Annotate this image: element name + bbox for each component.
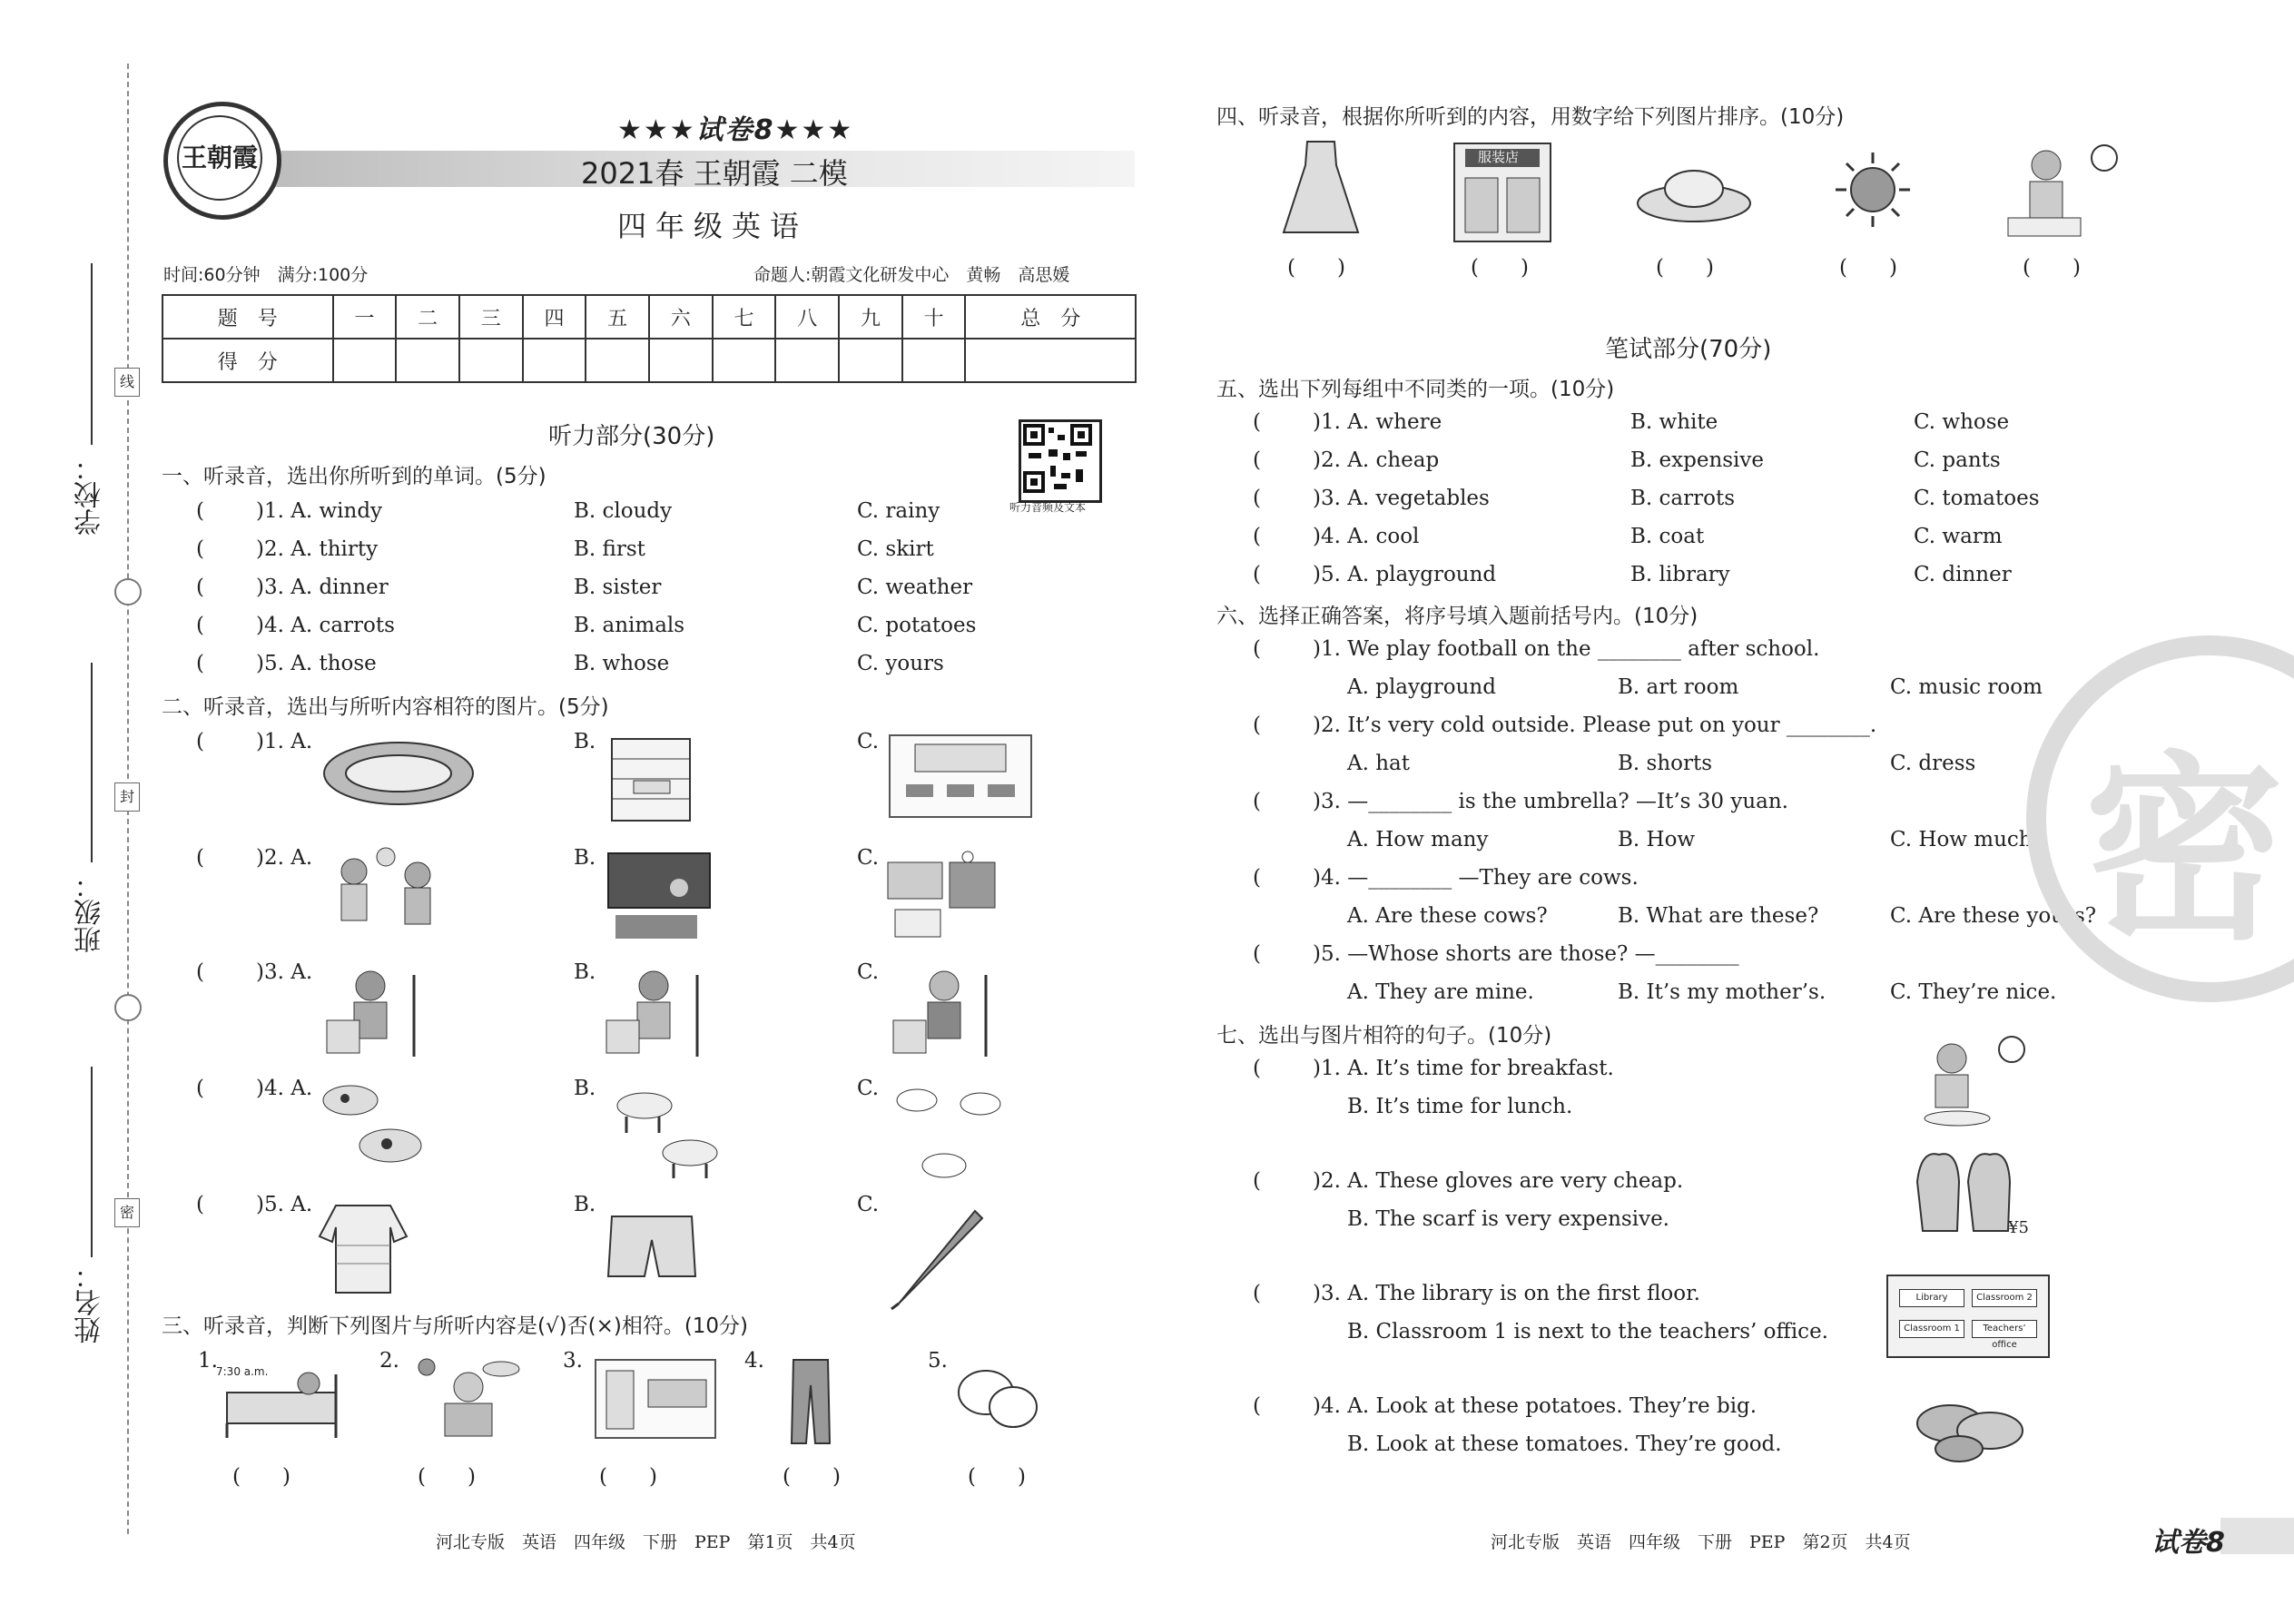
question-3-b: B. Classroom 1 is next to the teachers’ office. <box>1347 1320 1828 1343</box>
option-a: A. They are mine. <box>1347 980 1534 1004</box>
answer-paren[interactable]: ( <box>1253 1282 1261 1305</box>
subject-title: 四年级英语 <box>617 209 809 243</box>
score-value-row <box>162 339 1136 382</box>
binding-mark: 密 <box>114 1198 140 1227</box>
binding-mark: 封 <box>114 782 140 812</box>
answer-paren[interactable]: ( <box>196 652 204 675</box>
boy-with-coat-picture <box>890 966 999 1060</box>
class-label: 班级： <box>74 871 106 953</box>
cell: 题 号 <box>162 295 333 339</box>
option-a: A. playground <box>1347 675 1496 699</box>
option-b-label: B. <box>574 846 596 870</box>
option-c: C. dress <box>1890 752 1976 775</box>
question-2-b: B. The scarf is very expensive. <box>1347 1207 1669 1231</box>
option-c: C. warm <box>1914 525 2003 548</box>
question-3: )3. A. <box>256 960 313 984</box>
shop-sign: 服装店 <box>1478 149 1520 165</box>
pic-number: 1. <box>198 1349 218 1373</box>
horses-picture <box>608 1078 726 1180</box>
option-c: C. Are these yours? <box>1890 904 2097 928</box>
side-band <box>2220 1518 2294 1554</box>
option-b-label: B. <box>574 960 596 984</box>
question-2: )2. A. cheap <box>1313 448 1440 472</box>
answer-paren[interactable]: ( ) <box>968 1465 1026 1489</box>
question-3: )3. A. vegetables <box>1313 487 1490 510</box>
answer-paren[interactable]: ( <box>1253 1057 1261 1080</box>
option-b-label: B. <box>574 1077 596 1100</box>
teacher-office-picture <box>886 850 1000 944</box>
answer-paren[interactable]: ( <box>1253 942 1261 966</box>
option-b: B. carrots <box>1630 487 1735 510</box>
score-input[interactable] <box>396 339 459 382</box>
answer-paren[interactable]: ( ) <box>1471 256 1529 280</box>
option-b-label: B. <box>574 730 596 753</box>
question-4-b: B. Look at these tomatoes. They’re good. <box>1347 1432 1782 1456</box>
school-label: 学校： <box>74 454 106 536</box>
footer-badge: 试卷8 <box>2151 1527 2225 1559</box>
answer-paren[interactable]: ( <box>1253 487 1261 510</box>
name-label: 姓名： <box>74 1262 106 1343</box>
boy-with-hat-picture <box>603 966 712 1060</box>
sun-picture <box>1832 149 1914 231</box>
score-input[interactable] <box>839 339 902 382</box>
answer-paren[interactable]: ( <box>1253 410 1261 434</box>
question-5: )5. —Whose shorts are those? —________ <box>1313 942 1739 966</box>
question-2: )2. A. thirty <box>256 537 379 561</box>
cows-picture <box>318 1080 427 1171</box>
authors: 命题人:朝霞文化研发中心 黄畅 高思媛 <box>753 265 1070 285</box>
option-c: C. weather <box>857 576 973 599</box>
girl-eating-picture <box>1915 1029 2030 1131</box>
cell: 一 <box>333 295 397 339</box>
question-4: )4. A. <box>256 1077 313 1100</box>
binding-hole <box>114 994 142 1021</box>
gloves-picture <box>1912 1146 2021 1236</box>
option-a: A. Are these cows? <box>1347 904 1548 928</box>
question-3: )3. —________ is the umbrella? —It’s 30 yuan. <box>1313 790 1788 813</box>
section-5-title: 五、选出下列每组中不同类的一项。(10分) <box>1216 378 1615 401</box>
answer-paren[interactable]: ( <box>196 537 204 561</box>
seal-text: 密 <box>2084 734 2285 967</box>
written-title: 笔试部分(70分) <box>1605 336 1772 363</box>
binding-mark: 线 <box>114 368 140 397</box>
cell: 总 分 <box>965 295 1136 339</box>
answer-paren[interactable]: ( <box>1253 714 1261 737</box>
cell: 三 <box>459 295 523 339</box>
logo <box>163 102 281 220</box>
option-c: C. music room <box>1890 675 2043 699</box>
answer-paren[interactable]: ( <box>196 1193 204 1216</box>
qr-code[interactable] <box>1019 419 1102 503</box>
score-input[interactable] <box>902 339 966 382</box>
section-3-title: 三、听录音，判断下列图片与所听内容是(√)否(×)相符。(10分) <box>162 1314 749 1338</box>
option-b: B. coat <box>1630 525 1705 548</box>
boy-with-scarf-picture <box>323 966 432 1060</box>
answer-paren[interactable]: ( <box>1253 1169 1261 1193</box>
option-c-label: C. <box>857 1193 880 1216</box>
cell: 十 <box>902 295 966 339</box>
score-input[interactable] <box>333 339 397 382</box>
shorts-picture <box>606 1213 697 1282</box>
option-b: B. art room <box>1618 675 1739 699</box>
listening-title: 听力部分(30分) <box>548 423 715 450</box>
question-5: )5. A. playground <box>1313 563 1497 586</box>
qr-caption: 听力音频及文本 <box>1009 501 1087 514</box>
answer-paren[interactable]: ( <box>196 846 204 870</box>
option-b: B. How <box>1618 828 1696 851</box>
option-b-label: B. <box>574 1193 596 1216</box>
room-classroom-1: Classroom 1 <box>1899 1320 1964 1338</box>
question-4: )4. —________ —They are cows. <box>1313 866 1639 890</box>
option-c: C. tomatoes <box>1914 487 2040 510</box>
question-1: )1. We play football on the ________ after school. <box>1313 637 1820 661</box>
score-header-row <box>162 295 1136 339</box>
sheep-picture <box>953 1362 1040 1438</box>
question-1: )1. A. where <box>1313 410 1442 434</box>
option-c: C. potatoes <box>857 614 977 637</box>
cell: 五 <box>586 295 649 339</box>
score-input[interactable] <box>649 339 713 382</box>
girl-breakfast-picture <box>2003 140 2121 241</box>
answer-paren[interactable]: ( <box>196 730 204 753</box>
score-input[interactable] <box>523 339 586 382</box>
test-number: ★★★试卷8★★★ <box>617 114 854 146</box>
answer-paren[interactable]: ( ) <box>1656 256 1714 280</box>
answer-paren[interactable]: ( ) <box>1287 256 1345 280</box>
cell: 七 <box>713 295 776 339</box>
answer-paren[interactable]: ( <box>1253 448 1261 472</box>
option-c-label: C. <box>857 960 880 984</box>
answer-paren[interactable]: ( <box>196 1077 204 1100</box>
cell: 四 <box>523 295 586 339</box>
option-b: B. sister <box>574 576 662 599</box>
option-c: C. pants <box>1914 448 2001 472</box>
question-2: )2. A. <box>256 846 313 870</box>
answer-paren[interactable]: ( <box>1253 637 1261 661</box>
question-5: )5. A. those <box>256 652 377 675</box>
classroom-picture <box>888 733 1033 821</box>
score-input[interactable] <box>459 339 523 382</box>
answer-paren[interactable]: ( <box>1253 790 1261 813</box>
cell: 九 <box>839 295 902 339</box>
option-c: C. rainy <box>857 499 940 523</box>
option-c: C. yours <box>857 652 944 675</box>
sweater-picture <box>318 1200 409 1298</box>
option-c: C. They’re nice. <box>1890 980 2057 1004</box>
answer-paren[interactable]: ( ) <box>2023 256 2081 280</box>
answer-paren[interactable]: ( ) <box>783 1465 841 1489</box>
option-c: C. whose <box>1914 410 2010 434</box>
option-b: B. cloudy <box>574 499 673 523</box>
answer-paren[interactable]: ( <box>196 614 204 637</box>
option-c: C. skirt <box>857 537 934 561</box>
answer-paren[interactable]: ( <box>196 576 204 599</box>
pic-number: 5. <box>928 1349 948 1373</box>
score-input[interactable] <box>775 339 839 382</box>
cell: 六 <box>649 295 713 339</box>
answer-paren[interactable]: ( ) <box>599 1465 657 1489</box>
option-b: B. expensive <box>1630 448 1765 472</box>
cell: 八 <box>775 295 839 339</box>
teacher-blackboard-picture <box>606 851 712 942</box>
time-score: 时间:60分钟 满分:100分 <box>163 265 369 285</box>
score-table <box>162 294 1137 383</box>
question-3-a: )3. A. The library is on the first floor. <box>1313 1282 1700 1305</box>
question-5: )5. A. <box>256 1193 313 1216</box>
answer-paren[interactable]: ( <box>196 499 204 523</box>
room-classroom-2: Classroom 2 <box>1972 1289 2037 1307</box>
answer-paren[interactable]: ( ) <box>418 1465 476 1489</box>
playground-picture <box>321 739 476 808</box>
score-input[interactable] <box>965 339 1136 382</box>
potatoes-picture <box>1914 1402 2028 1465</box>
section-6-title: 六、选择正确答案，将序号填入题前括号内。(10分) <box>1216 605 1698 628</box>
boys-picture <box>318 844 454 944</box>
hat-picture <box>1634 162 1754 225</box>
answer-paren[interactable]: ( <box>1253 1394 1261 1418</box>
score-input[interactable] <box>586 339 649 382</box>
cell: 得 分 <box>162 339 333 382</box>
option-b: B. first <box>574 537 645 561</box>
option-a: A. hat <box>1347 752 1410 775</box>
price-label: ¥5 <box>2008 1218 2029 1237</box>
section-2-title: 二、听录音，选出与所听内容相符的图片。(5分) <box>162 695 609 719</box>
option-b: B. whose <box>574 652 670 675</box>
page-title: 2021春 王朝霞 二模 <box>581 156 848 191</box>
footer-right: 河北专版 英语 四年级 下册 PEP 第2页 共4页 <box>1491 1532 1911 1552</box>
answer-paren[interactable]: ( <box>1253 525 1261 548</box>
option-b: B. What are these? <box>1618 904 1819 928</box>
question-1: )1. A. <box>256 730 313 753</box>
room-picture <box>594 1358 717 1440</box>
cell: 二 <box>396 295 459 339</box>
answer-paren[interactable]: ( <box>1253 563 1261 586</box>
footer-left: 河北专版 英语 四年级 下册 PEP 第1页 共4页 <box>436 1532 856 1552</box>
man-weather-picture <box>414 1356 523 1438</box>
question-1-b: B. It’s time for lunch. <box>1347 1095 1573 1118</box>
option-a: A. How many <box>1347 828 1489 851</box>
binding-hole <box>114 578 142 605</box>
room-teachers-office: Teachers’ office <box>1972 1320 2037 1338</box>
umbrella-picture <box>890 1202 989 1311</box>
answer-paren[interactable]: ( <box>1253 866 1261 890</box>
option-b: B. library <box>1630 563 1730 586</box>
dress-picture <box>1280 138 1362 238</box>
answer-paren[interactable]: ( ) <box>232 1465 290 1489</box>
section-7-title: 七、选出与图片相符的句子。(10分) <box>1216 1024 1552 1048</box>
option-b: B. shorts <box>1618 752 1713 775</box>
pants-picture <box>790 1358 832 1445</box>
pic-number: 4. <box>744 1349 764 1373</box>
option-c: C. dinner <box>1914 563 2012 586</box>
option-b: B. animals <box>574 614 685 637</box>
answer-paren[interactable]: ( <box>196 960 204 984</box>
score-input[interactable] <box>713 339 776 382</box>
option-c-label: C. <box>857 846 880 870</box>
option-c-label: C. <box>857 1077 880 1100</box>
option-c-label: C. <box>857 730 880 753</box>
option-b: B. It’s my mother’s. <box>1618 980 1826 1004</box>
goats-picture <box>890 1078 1008 1191</box>
option-c: C. How much <box>1890 828 2033 851</box>
logo-text: 王朝霞 <box>177 115 262 201</box>
question-4-a: )4. A. Look at these potatoes. They’re big. <box>1313 1394 1757 1418</box>
question-4: )4. A. cool <box>1313 525 1420 548</box>
question-2: )2. It’s very cold outside. Please put on your ________. <box>1313 714 1877 737</box>
option-b: B. white <box>1630 410 1718 434</box>
room-library: Library <box>1899 1289 1964 1307</box>
pic-number: 2. <box>379 1349 399 1373</box>
pic-number: 3. <box>563 1349 583 1373</box>
question-1: )1. A. windy <box>256 499 383 523</box>
answer-paren[interactable]: ( ) <box>1839 256 1897 280</box>
library-picture <box>610 737 694 824</box>
question-1-a: )1. A. It’s time for breakfast. <box>1313 1057 1614 1080</box>
section-1-title: 一、听录音，选出你所听到的单词。(5分) <box>162 465 546 488</box>
building-diagram <box>1886 1275 2050 1358</box>
question-3: )3. A. dinner <box>256 576 389 599</box>
section-4-title: 四、听录音，根据你所听到的内容，用数字给下列图片排序。(10分) <box>1216 105 1845 129</box>
clock-label: 7:30 a.m. <box>216 1365 269 1378</box>
question-4: )4. A. carrots <box>256 614 395 637</box>
question-2-a: )2. A. These gloves are very cheap. <box>1313 1169 1684 1193</box>
